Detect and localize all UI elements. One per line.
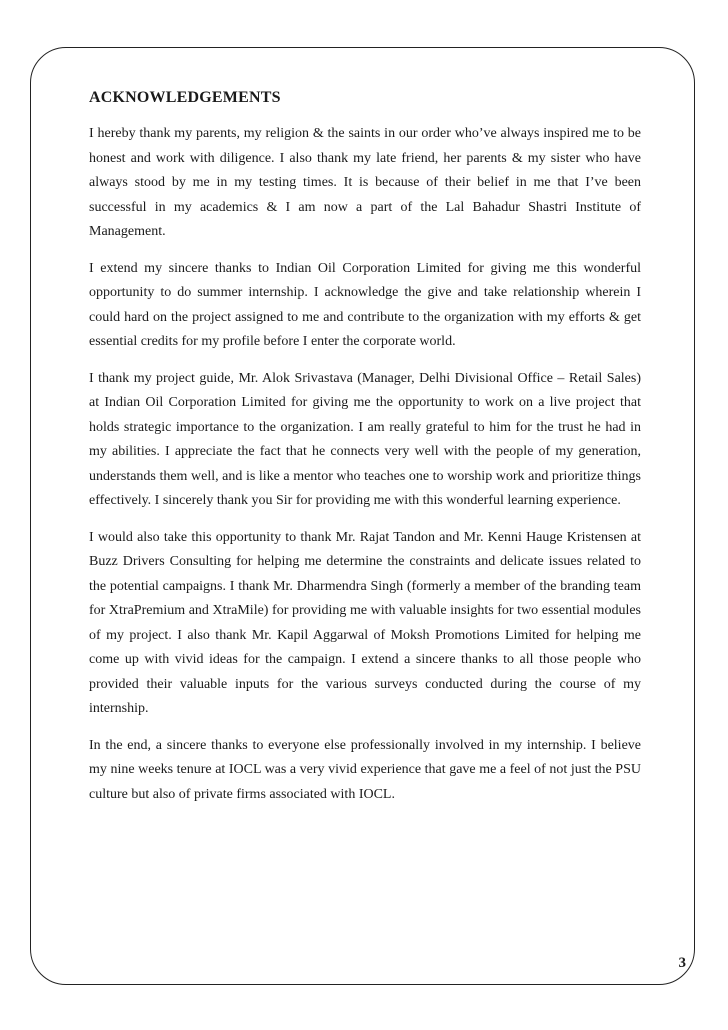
paragraph-iocl-thanks: I extend my sincere thanks to Indian Oil Corporation Limited for giving me this wonderful opportunity to do summer internship. I acknowledge the give and take relationship wherein I could hard on the project assigned to me and contribute to the organization with my efforts & get essential credits for my profile before I enter the corporate world. [89, 260, 641, 349]
page-title: ACKNOWLEDGEMENTS [89, 89, 281, 106]
document-body [89, 87, 641, 819]
paragraph-family-thanks: I hereby thank my parents, my religion & the saints in our order who’ve always inspired me to be honest and work with diligence. I also thank my late friend, her parents & my sister who have always stood by me in my testing times. It is because of their belief in me that I’ve been successful in my academics & I am now a part of the Lal Bahadur Shastri Institute of Management. [89, 126, 641, 239]
paragraph-closing: In the end, a sincere thanks to everyone else professionally involved in my internship. I believe my nine weeks tenure at IOCL was a very vivid experience that gave me a feel of not just the PSU culture but also of private firms associated with IOCL. [89, 737, 641, 802]
paragraph-guide-thanks: I thank my project guide, Mr. Alok Srivastava (Manager, Delhi Divisional Office – Retail Sales) at Indian Oil Corporation Limited for giving me the opportunity to work on a live project that holds strategic importance to the organization. I am really grateful to him for the trust he had in my abilities. I appreciate the fact that he connects very well with the people of my generation, understands them well, and is like a mentor who teaches one to worship work and prioritize things effectively. I sincerely thank you Sir for providing me with this wonderful learning experience. [89, 370, 641, 508]
page-number: 3 [678, 955, 686, 971]
paragraph-consultants-thanks: I would also take this opportunity to thank Mr. Rajat Tandon and Mr. Kenni Hauge Kristensen at Buzz Drivers Consulting for helping me determine the constraints and delicate issues related to the potential campaigns. I thank Mr. Dharmendra Singh (formerly a member of the branding team for XtraPremium and XtraMile) for providing me with valuable insights for two essential modules of my project. I also thank Mr. Kapil Aggarwal of Moksh Promotions Limited for helping me come up with vivid ideas for the campaign. I extend a sincere thanks to all those people who provided their valuable inputs for the various surveys conducted during the course of my internship. [89, 529, 641, 716]
